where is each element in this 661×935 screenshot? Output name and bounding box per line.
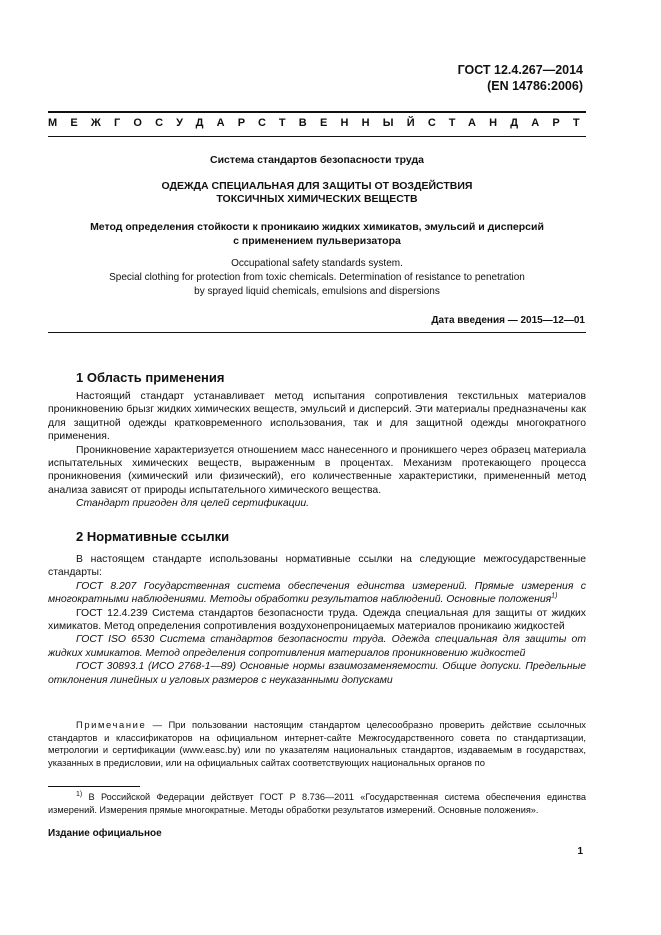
banner-top-rule: [48, 111, 586, 113]
method-title-line1: Метод определения стойкости к проникаию жидких химикатов, эмульсий и дисперсий: [90, 221, 544, 233]
introduction-date: Дата введения — 2015—12—01: [431, 315, 585, 326]
banner-interstate: МЕЖГОСУДАРСТВЕННЫЙ: [48, 117, 428, 129]
official-edition-label: Издание официальное: [48, 828, 162, 839]
section-1-paragraph-1: Настоящий стандарт устанавливает метод испытания сопротивления текстильных материалов проникновению брызг жидких химических веществ, эмульсий и дисперсий. Эти материалы предназначены как для защитной одежды кратковременного использования, так и для защитной одежды многократного применения.: [48, 391, 586, 443]
section-1-paragraph-2: Проникновение характеризуется отношением масс нанесенного и проникшего через образец материала испытательных химических веществ, выраженным в процентах. Механизм протекающего процесса проникновения (химический или физический), его количественные характеристики, примененный метод анализа зависят от природы испытательного химического вещества.: [48, 444, 586, 496]
note-text: — При пользовании настоящим стандартом целесообразно проверить действие ссылочных стандартов и классификаторов на официальном интернет-сайте Межгосударственного совета по стандартизации, метрологии и сертификации (www.easc.by) или по указателям национальных стандартов, издаваемым в государствах, указанных в предисловии, или на официальных сайтах соответствующих национальных органов по: [48, 719, 586, 768]
system-title: Система стандартов безопасности труда: [209, 154, 425, 166]
section-1-paragraph-3: Стандарт пригоден для целей сертификации.: [76, 498, 310, 510]
section-2-heading: 2 Нормативные ссылки: [76, 529, 230, 544]
footnote-rule: [48, 786, 140, 787]
document-title: [60, 180, 574, 206]
section-2-paragraph-1: В настоящем стандарте использованы нормативные ссылки на следующие межгосударственные стандарты:: [48, 554, 586, 579]
footnote-ref-mark: 1): [551, 592, 558, 600]
banner-standard: СТАНДАРТ: [427, 117, 593, 129]
page-number: 1: [577, 846, 583, 857]
section-1-heading: 1 Область применения: [76, 370, 225, 385]
section-1-body: [48, 390, 586, 511]
reference-gost-8-207: [48, 580, 586, 607]
note-paragraph: [48, 719, 586, 769]
document-title-line1: ОДЕЖДА СПЕЦИАЛЬНАЯ ДЛЯ ЗАЩИТЫ ОТ ВОЗДЕЙСТВИЯ: [161, 180, 473, 192]
intro-date-rule: [48, 332, 586, 333]
footnote: [48, 791, 586, 816]
standard-code-en: (EN 14786:2006): [487, 79, 583, 93]
english-title-line1: Occupational safety standards system.: [231, 258, 403, 269]
method-title: [60, 220, 574, 248]
banner: [48, 117, 593, 129]
banner-bottom-rule: [48, 136, 586, 137]
english-title-line3: by sprayed liquid chemicals, emulsions and dispersions: [194, 286, 440, 297]
reference-gost-8-207-text: ГОСТ 8.207 Государственная система обеспечения единства измерений. Прямые измерения с многократными наблюдениями. Методы обработки результатов наблюдений. Основные положения: [48, 580, 586, 606]
english-title-line2: Special clothing for protection from toxic chemicals. Determination of resistance to penetration: [109, 272, 525, 283]
section-2-note: [48, 719, 586, 769]
section-2-body: [48, 553, 586, 687]
document-title-line2: ТОКСИЧНЫХ ХИМИЧЕСКИХ ВЕЩЕСТВ: [216, 193, 418, 205]
footnote-text: В Российской Федерации действует ГОСТ Р 8.736—2011 «Государственная система обеспечения единства измерений. Измерения прямые многократные. Методы обработки результатов измерений. Основные положения».: [48, 792, 586, 815]
reference-gost-30893-1: ГОСТ 30893.1 (ИСО 2768-1—89) Основные нормы взаимозаменяемости. Общие допуски. Предельные отклонения линейных и угловых размеров с неуказанными допусками: [48, 661, 586, 686]
english-title: [60, 257, 574, 299]
method-title-line2: с применением пульверизатора: [233, 235, 401, 247]
footnote-paragraph: [48, 791, 586, 816]
standard-code: [458, 62, 583, 94]
reference-gost-12-4-239: ГОСТ 12.4.239 Система стандартов безопасности труда. Одежда специальная для защиты от жидких химикатов. Метод определения сопротивления воздухонепроницаемых материалов проникаию жидкостей: [48, 607, 586, 633]
standard-code-gost: ГОСТ 12.4.267—2014: [457, 63, 583, 77]
footnote-mark: 1): [76, 790, 83, 798]
note-label: Примечание: [76, 719, 147, 730]
reference-gost-iso-6530: ГОСТ ISO 6530 Система стандартов безопасности труда. Одежда специальная для защиты от жидких химикатов. Метод определения сопротивления материалов проникновению жидкостей: [48, 634, 586, 659]
